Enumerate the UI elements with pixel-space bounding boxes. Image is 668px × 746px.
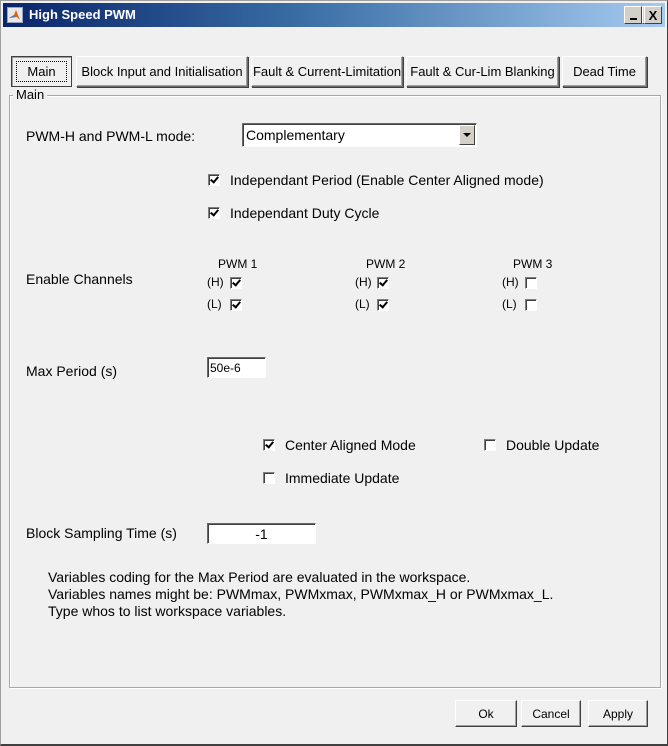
center-aligned-label[interactable]: Center Aligned Mode — [285, 437, 416, 453]
independant-period-checkbox[interactable] — [208, 174, 220, 186]
cancel-button[interactable]: Cancel — [521, 700, 581, 727]
max-period-label: Max Period (s) — [26, 363, 118, 379]
minimize-button[interactable] — [624, 6, 642, 24]
mode-dropdown[interactable] — [242, 123, 477, 147]
immediate-update-label[interactable]: Immediate Update — [285, 470, 400, 486]
tab-label: Main — [27, 64, 56, 79]
max-period-input[interactable]: 50e-6 — [207, 357, 266, 378]
mode-selected-value: Complementary — [246, 127, 345, 143]
independant-duty-checkbox[interactable] — [208, 207, 220, 219]
double-update-checkbox[interactable] — [484, 439, 496, 451]
pwm1-h-checkbox[interactable] — [230, 277, 242, 289]
center-aligned-checkbox[interactable] — [263, 439, 275, 451]
tab-fault-cur-lim-blanking[interactable] — [406, 56, 559, 87]
tab-main[interactable] — [11, 56, 72, 87]
pwm3-h-label: (H) — [502, 275, 519, 289]
pwm3-h-checkbox[interactable] — [525, 277, 537, 289]
tab-label: Dead Time — [573, 64, 636, 79]
apply-button[interactable]: Apply — [588, 700, 648, 727]
ok-button[interactable]: Ok — [455, 700, 517, 727]
tab-label: Fault & Current-Limitation — [252, 64, 402, 79]
pwm3-header: PWM 3 — [513, 257, 553, 271]
pwm2-l-checkbox[interactable] — [377, 299, 389, 311]
help-text-line-3: Type whos to list workspace variables. — [48, 603, 287, 619]
group-label: Main — [13, 87, 47, 102]
pwm2-header: PWM 2 — [366, 257, 406, 271]
double-update-label[interactable]: Double Update — [506, 437, 600, 453]
tab-label: Block Input and Initialisation — [81, 64, 243, 79]
pwm3-l-label: (L) — [502, 297, 517, 311]
matlab-logo-icon — [7, 7, 23, 23]
mode-label: PWM-H and PWM-L mode: — [26, 128, 196, 144]
close-icon: X — [648, 7, 658, 23]
title-bar[interactable] — [3, 3, 665, 27]
pwm2-l-label: (L) — [355, 297, 370, 311]
tab-dead-time[interactable] — [562, 56, 647, 87]
tab-fault-current-limitation[interactable] — [251, 56, 403, 87]
focus-rect — [16, 61, 67, 82]
immediate-update-checkbox[interactable] — [263, 472, 275, 484]
independant-period-label[interactable]: Independant Period (Enable Center Aligned mode) — [230, 172, 544, 188]
pwm2-h-label: (H) — [355, 275, 372, 289]
pwm1-l-label: (L) — [207, 297, 222, 311]
tab-block-input[interactable] — [76, 56, 248, 87]
sampling-time-label: Block Sampling Time (s) — [26, 525, 177, 541]
help-text-line-2: Variables names might be: PWMmax, PWMxmax, PWMxmax_H or PWMxmax_L. — [48, 586, 554, 602]
pwm2-h-checkbox[interactable] — [377, 277, 389, 289]
independant-duty-label[interactable]: Independant Duty Cycle — [230, 205, 380, 221]
pwm3-l-checkbox[interactable] — [525, 299, 537, 311]
tab-label: Fault & Cur-Lim Blanking — [410, 64, 555, 79]
window-title: High Speed PWM — [29, 7, 136, 22]
pwm1-l-checkbox[interactable] — [230, 299, 242, 311]
sampling-time-input[interactable]: -1 — [207, 523, 316, 544]
pwm1-header: PWM 1 — [218, 257, 258, 271]
enable-channels-label: Enable Channels — [26, 271, 133, 287]
chevron-down-icon[interactable] — [459, 125, 475, 145]
close-button[interactable] — [644, 6, 662, 24]
help-text-line-1: Variables coding for the Max Period are evaluated in the workspace. — [48, 569, 471, 585]
pwm1-h-label: (H) — [207, 275, 224, 289]
